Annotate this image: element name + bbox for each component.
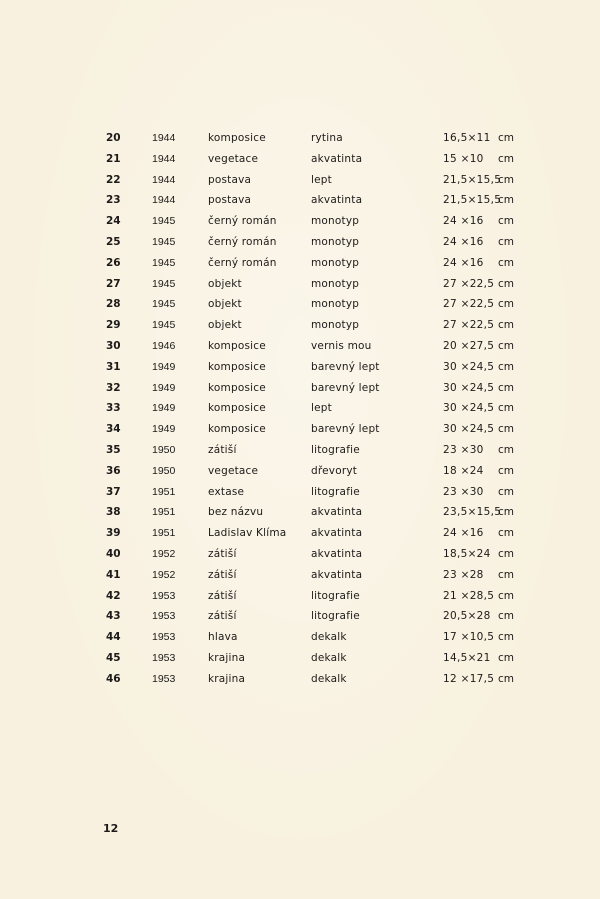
artwork-size-unit: cm — [498, 651, 515, 664]
artwork-title: objekt — [208, 319, 242, 332]
catalog-number: 26 — [106, 256, 121, 269]
catalog-year: 1953 — [152, 651, 176, 664]
catalog-year: 1950 — [152, 443, 176, 456]
artwork-technique: barevný lept — [311, 360, 380, 373]
catalog-year: 1951 — [152, 485, 176, 498]
artwork-size: 21 ×28,5 — [443, 589, 495, 602]
catalog-number: 40 — [106, 547, 121, 560]
catalog-number: 29 — [106, 319, 121, 332]
artwork-size-unit: cm — [498, 215, 515, 228]
artwork-size-unit: cm — [498, 506, 515, 519]
artwork-size-unit: cm — [498, 319, 515, 332]
artwork-title: zátiší — [208, 589, 237, 602]
artwork-size: 30 ×24,5 — [443, 423, 495, 436]
catalog-row — [0, 149, 600, 170]
artwork-size: 23 ×30 — [443, 485, 484, 498]
catalog-year: 1951 — [152, 527, 176, 540]
artwork-size-unit: cm — [498, 277, 515, 290]
catalog-row — [0, 232, 600, 253]
artwork-technique: rytina — [311, 132, 343, 144]
artwork-title: komposice — [208, 402, 266, 415]
catalog-row — [0, 294, 600, 315]
artwork-size: 18 ×24 — [443, 464, 484, 477]
artwork-size-unit: cm — [498, 298, 515, 311]
catalog-row — [0, 544, 600, 565]
catalog-row — [0, 648, 600, 669]
artwork-size-unit: cm — [498, 173, 515, 186]
catalog-number: 23 — [106, 194, 121, 207]
artwork-size: 27 ×22,5 — [443, 277, 495, 290]
catalog-year: 1945 — [152, 215, 176, 228]
artwork-size: 23 ×28 — [443, 568, 484, 581]
artwork-title: krajina — [208, 672, 246, 685]
catalog-year: 1946 — [152, 339, 176, 352]
catalog-year: 1949 — [152, 423, 176, 436]
catalog-number: 46 — [106, 672, 121, 685]
artwork-title: zátiší — [208, 610, 237, 623]
catalog-row — [0, 482, 600, 503]
page-number: 12 — [103, 822, 119, 835]
catalog-row — [0, 398, 600, 419]
artwork-title: hlava — [208, 631, 238, 644]
artwork-size: 15 ×10 — [443, 152, 484, 165]
artwork-title: zátiší — [208, 443, 237, 456]
artwork-size: 20 ×27,5 — [443, 339, 495, 352]
catalog-number: 45 — [106, 651, 121, 664]
artwork-size: 24 ×16 — [443, 215, 484, 228]
artwork-technique: lept — [311, 173, 332, 186]
catalog-row — [0, 586, 600, 607]
artwork-technique: barevný lept — [311, 423, 380, 436]
catalog-number: 30 — [106, 339, 121, 352]
artwork-size-unit: cm — [498, 381, 515, 394]
artwork-technique: litografie — [311, 610, 360, 623]
artwork-title: komposice — [208, 360, 266, 373]
artwork-technique: litografie — [311, 589, 360, 602]
catalog-row — [0, 253, 600, 274]
catalog-list — [0, 128, 600, 690]
catalog-number: 41 — [106, 568, 121, 581]
catalog-year: 1945 — [152, 298, 176, 311]
artwork-technique: dřevoryt — [311, 464, 358, 477]
catalog-year: 1945 — [152, 277, 176, 290]
artwork-size: 30 ×24,5 — [443, 402, 495, 415]
artwork-size-unit: cm — [498, 568, 515, 581]
catalog-number: 37 — [106, 485, 121, 498]
catalog-year: 1949 — [152, 381, 176, 394]
artwork-title: Ladislav Klíma — [208, 527, 287, 540]
artwork-title: objekt — [208, 277, 242, 290]
artwork-size-unit: cm — [498, 610, 515, 623]
artwork-size-unit: cm — [498, 423, 515, 436]
artwork-size-unit: cm — [498, 402, 515, 415]
catalog-year: 1944 — [152, 152, 176, 165]
artwork-title: postava — [208, 173, 252, 186]
artwork-title: postava — [208, 194, 252, 207]
artwork-size-unit: cm — [498, 485, 515, 498]
catalog-number: 25 — [106, 235, 121, 248]
artwork-size-unit: cm — [498, 631, 515, 644]
artwork-title: komposice — [208, 132, 266, 144]
artwork-technique: lept — [311, 402, 332, 415]
catalog-row — [0, 565, 600, 586]
artwork-size: 16,5×11 — [443, 132, 491, 144]
catalog-year: 1944 — [152, 194, 176, 207]
artwork-title: komposice — [208, 423, 266, 436]
artwork-technique: akvatinta — [311, 568, 363, 581]
artwork-technique: monotyp — [311, 256, 360, 269]
catalog-number: 20 — [106, 132, 121, 144]
artwork-technique: akvatinta — [311, 506, 363, 519]
catalog-number: 36 — [106, 464, 121, 477]
catalog-year: 1951 — [152, 506, 176, 519]
artwork-size: 30 ×24,5 — [443, 360, 495, 373]
artwork-technique: akvatinta — [311, 152, 363, 165]
catalog-row — [0, 190, 600, 211]
catalog-year: 1944 — [152, 132, 176, 144]
catalog-number: 44 — [106, 631, 121, 644]
catalog-year: 1949 — [152, 360, 176, 373]
artwork-title: zátiší — [208, 547, 237, 560]
artwork-title: vegetace — [208, 152, 259, 165]
artwork-size: 24 ×16 — [443, 235, 484, 248]
artwork-title: vegetace — [208, 464, 259, 477]
artwork-technique: akvatinta — [311, 547, 363, 560]
artwork-size-unit: cm — [498, 194, 515, 207]
catalog-row — [0, 211, 600, 232]
artwork-technique: monotyp — [311, 277, 360, 290]
artwork-size-unit: cm — [498, 589, 515, 602]
catalog-row — [0, 627, 600, 648]
catalog-row — [0, 461, 600, 482]
artwork-size: 20,5×28 — [443, 610, 491, 623]
artwork-size: 17 ×10,5 — [443, 631, 495, 644]
catalog-year: 1944 — [152, 173, 176, 186]
artwork-technique: akvatinta — [311, 527, 363, 540]
artwork-size: 24 ×16 — [443, 256, 484, 269]
artwork-size-unit: cm — [498, 235, 515, 248]
catalog-year: 1953 — [152, 672, 176, 685]
artwork-title: černý román — [208, 256, 277, 269]
catalog-row — [0, 336, 600, 357]
catalog-row — [0, 440, 600, 461]
catalog-year: 1945 — [152, 319, 176, 332]
catalog-year: 1950 — [152, 464, 176, 477]
catalog-number: 38 — [106, 506, 121, 519]
catalog-number: 42 — [106, 589, 121, 602]
artwork-size: 24 ×16 — [443, 527, 484, 540]
catalog-number: 28 — [106, 298, 121, 311]
artwork-title: objekt — [208, 298, 242, 311]
artwork-size: 14,5×21 — [443, 651, 491, 664]
artwork-technique: litografie — [311, 485, 360, 498]
catalog-row — [0, 274, 600, 295]
artwork-size-unit: cm — [498, 547, 515, 560]
catalog-row — [0, 378, 600, 399]
artwork-technique: dekalk — [311, 672, 347, 685]
catalog-number: 27 — [106, 277, 121, 290]
artwork-title: zátiší — [208, 568, 237, 581]
artwork-size: 18,5×24 — [443, 547, 491, 560]
catalog-number: 33 — [106, 402, 121, 415]
artwork-size: 27 ×22,5 — [443, 319, 495, 332]
catalog-row — [0, 502, 600, 523]
catalog-year: 1952 — [152, 547, 176, 560]
artwork-technique: monotyp — [311, 319, 360, 332]
artwork-title: komposice — [208, 339, 266, 352]
artwork-size-unit: cm — [498, 464, 515, 477]
catalog-year: 1953 — [152, 610, 176, 623]
artwork-size: 30 ×24,5 — [443, 381, 495, 394]
artwork-size-unit: cm — [498, 152, 515, 165]
catalog-number: 24 — [106, 215, 121, 228]
catalog-row — [0, 128, 600, 149]
artwork-size-unit: cm — [498, 132, 515, 144]
artwork-technique: litografie — [311, 443, 360, 456]
artwork-title: černý román — [208, 235, 277, 248]
catalog-row — [0, 170, 600, 191]
artwork-technique: dekalk — [311, 631, 347, 644]
catalog-row — [0, 606, 600, 627]
catalog-row — [0, 357, 600, 378]
artwork-size-unit: cm — [498, 339, 515, 352]
catalog-number: 43 — [106, 610, 121, 623]
catalog-row — [0, 419, 600, 440]
catalog-year: 1945 — [152, 235, 176, 248]
artwork-size: 27 ×22,5 — [443, 298, 495, 311]
artwork-title: bez názvu — [208, 506, 264, 519]
artwork-size-unit: cm — [498, 360, 515, 373]
catalog-row — [0, 523, 600, 544]
catalog-year: 1953 — [152, 589, 176, 602]
artwork-size-unit: cm — [498, 527, 515, 540]
catalog-number: 21 — [106, 152, 121, 165]
artwork-size: 21,5×15,5 — [443, 173, 502, 186]
catalog-number: 34 — [106, 423, 121, 436]
catalog-number: 32 — [106, 381, 121, 394]
artwork-technique: monotyp — [311, 215, 360, 228]
catalog-year: 1945 — [152, 256, 176, 269]
catalog-row — [0, 669, 600, 690]
artwork-title: extase — [208, 485, 245, 498]
catalog-row — [0, 315, 600, 336]
artwork-size: 23 ×30 — [443, 443, 484, 456]
artwork-title: komposice — [208, 381, 266, 394]
artwork-title: černý román — [208, 215, 277, 228]
artwork-technique: monotyp — [311, 235, 360, 248]
artwork-size-unit: cm — [498, 443, 515, 456]
artwork-technique: monotyp — [311, 298, 360, 311]
catalog-year: 1949 — [152, 402, 176, 415]
artwork-technique: barevný lept — [311, 381, 380, 394]
artwork-size: 23,5×15,5 — [443, 506, 502, 519]
catalog-year: 1952 — [152, 568, 176, 581]
catalog-number: 35 — [106, 443, 121, 456]
artwork-technique: dekalk — [311, 651, 347, 664]
artwork-size-unit: cm — [498, 256, 515, 269]
catalog-year: 1953 — [152, 631, 176, 644]
artwork-technique: vernis mou — [311, 339, 372, 352]
artwork-technique: akvatinta — [311, 194, 363, 207]
catalog-number: 22 — [106, 173, 121, 186]
artwork-title: krajina — [208, 651, 246, 664]
catalog-number: 31 — [106, 360, 121, 373]
artwork-size: 12 ×17,5 — [443, 672, 495, 685]
catalog-number: 39 — [106, 527, 121, 540]
artwork-size-unit: cm — [498, 672, 515, 685]
artwork-size: 21,5×15,5 — [443, 194, 502, 207]
